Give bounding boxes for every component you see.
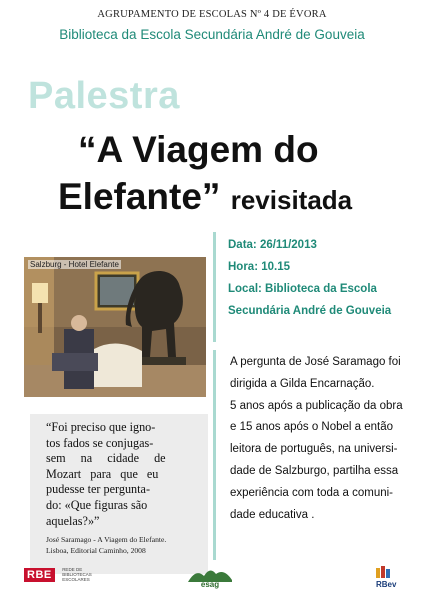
organization-name: AGRUPAMENTO DE ESCOLAS Nº 4 DE ÉVORA (97, 9, 327, 20)
event-title-suffix: revisitada (230, 185, 353, 215)
quote-line: do: «Que figuras são (46, 497, 148, 512)
event-place-line2: Secundária André de Gouveia (228, 305, 392, 317)
description-line: dade educativa . (230, 508, 315, 521)
event-title-line1: “A Viagem do (78, 129, 319, 170)
event-place-line1: Local: Biblioteca da Escola (228, 283, 377, 295)
divider-bar-bottom (213, 350, 216, 560)
event-date: Data: 26/11/2013 (228, 239, 317, 251)
quote-line: pudesse ter pergunta- (46, 482, 151, 497)
rbe-logo-text-line: ESCOLARES (62, 577, 90, 583)
description-line: 5 anos após a publicação da obra (230, 399, 403, 412)
description-line: experiência com toda a comuni- (230, 486, 393, 499)
quote-line: sem na cidade de (46, 451, 166, 466)
description-line: dade de Salzburgo, partilha essa (230, 464, 399, 477)
event-time: Hora: 10.15 (228, 261, 291, 273)
description-line: e 15 anos após o Nobel a então (230, 421, 394, 434)
rbe-logo-mark: RBE (24, 568, 55, 582)
event-description (230, 352, 420, 526)
rbe-logo-text-line: REDE DE (62, 567, 83, 573)
rbe-logo-text-line: BIBLIOTECAS (62, 572, 92, 578)
divider-bar-top (213, 232, 216, 342)
library-name: Biblioteca da Escola Secundária André de Gouveia (59, 27, 365, 42)
esag-logo-text: esag (200, 580, 220, 589)
event-kicker: Palestra (28, 75, 180, 117)
photo-caption: Salzburg - Hotel Elefante (30, 260, 119, 269)
quote-source-line2: Lisboa, Editorial Caminho, 2008 (46, 545, 146, 555)
description-line: dirigida a Gilda Encarnação. (230, 377, 375, 390)
description-line: leitora de português, na universi- (230, 443, 398, 456)
quote-line: “Foi preciso que igno- (46, 420, 156, 434)
rbev-logo-text: RBev (376, 580, 397, 589)
quote-line: tos fados se conjugas- (46, 435, 154, 450)
hotel-photo (24, 257, 206, 397)
quote-line: Mozart para que eu (46, 466, 159, 481)
saramago-quote (46, 420, 196, 529)
event-title-main: Elefante” (58, 176, 221, 217)
quote-line: aquelas?»” (46, 513, 100, 528)
rbe-logo (24, 566, 92, 584)
event-details (228, 234, 391, 322)
photo-illustration (24, 257, 206, 397)
event-title-line2 (58, 175, 352, 222)
quote-source-line1: José Saramago - A Viagem do Elefante. (46, 535, 167, 544)
description-line: A pergunta de José Saramago foi (230, 356, 401, 368)
quote-source (46, 535, 166, 556)
rbe-logo-text (62, 567, 92, 582)
